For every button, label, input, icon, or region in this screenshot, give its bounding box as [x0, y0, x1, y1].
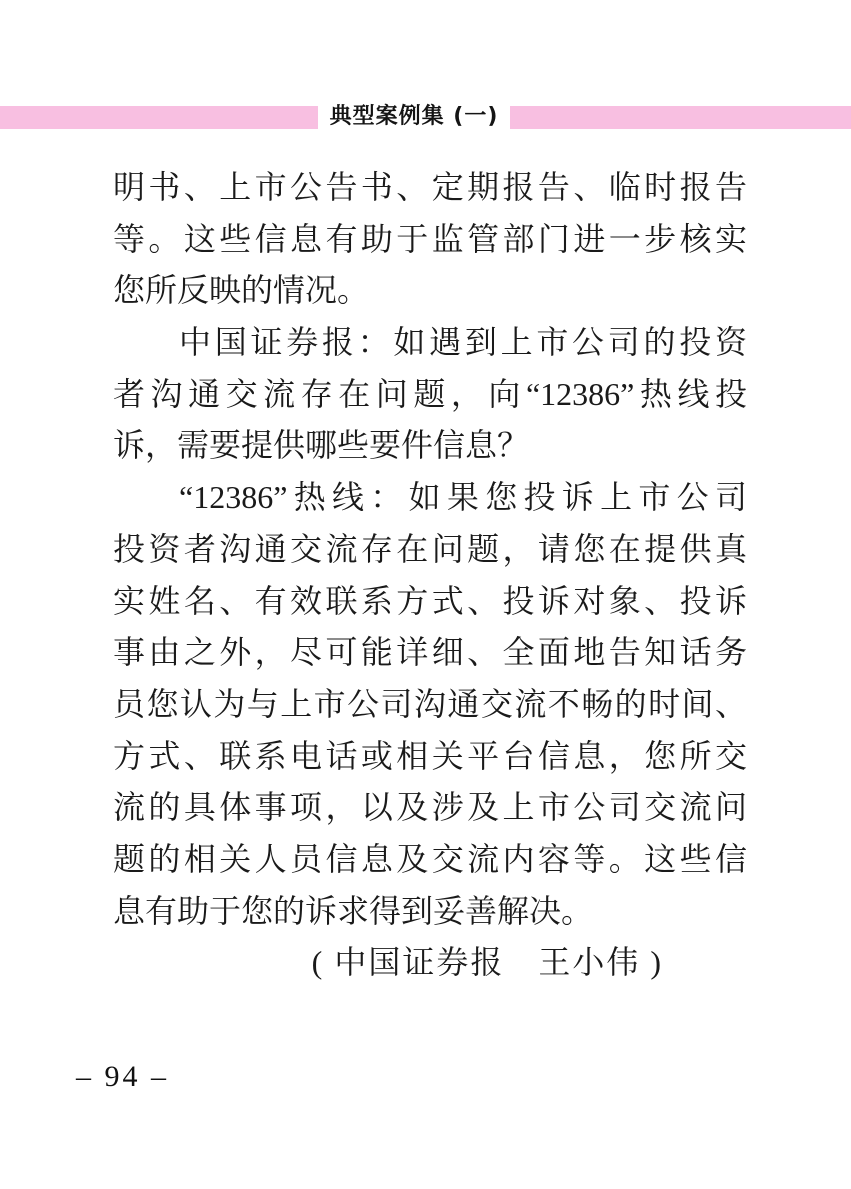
text-line: 您所反映的情况。 [113, 272, 370, 309]
text-line: 方式、联系电话或相关平台信息，您所交 [113, 737, 747, 774]
text-line: 息有助于您的诉求得到妥善解决。 [113, 892, 594, 929]
text-line: 者沟通交流存在问题，向“12386”热线投 [113, 375, 747, 412]
body-text-block [113, 162, 747, 989]
page-number: – 94 – [76, 1060, 169, 1093]
text-line: 诉，需要提供哪些要件信息？ [113, 427, 530, 464]
text-line: 中国证券报：如遇到上市公司的投资 [179, 324, 747, 361]
text-line: 投资者沟通交流存在问题，请您在提供真 [113, 530, 747, 567]
text-line: “12386”热线：如果您投诉上市公司 [179, 479, 747, 516]
text-line: 流的具体事项，以及涉及上市公司交流问 [113, 789, 747, 826]
text-line: 明书、上市公告书、定期报告、临时报告 [113, 169, 747, 205]
attribution-line: ( 中国证券报 王小伟 ) [311, 944, 663, 981]
header-band-left [0, 106, 318, 129]
text-line: 等。这些信息有助于监管部门进一步核实 [113, 220, 747, 257]
text-line: 题的相关人员信息及交流内容等。这些信 [113, 840, 747, 877]
page-header-title: 典型案例集 (一) [329, 104, 499, 129]
text-line: 事由之外，尽可能详细、全面地告知话务 [113, 634, 747, 671]
text-line: 实姓名、有效联系方式、投诉对象、投诉 [113, 582, 747, 619]
text-line: 员您认为与上市公司沟通交流不畅的时间、 [113, 685, 747, 722]
header-band-right [510, 106, 851, 129]
